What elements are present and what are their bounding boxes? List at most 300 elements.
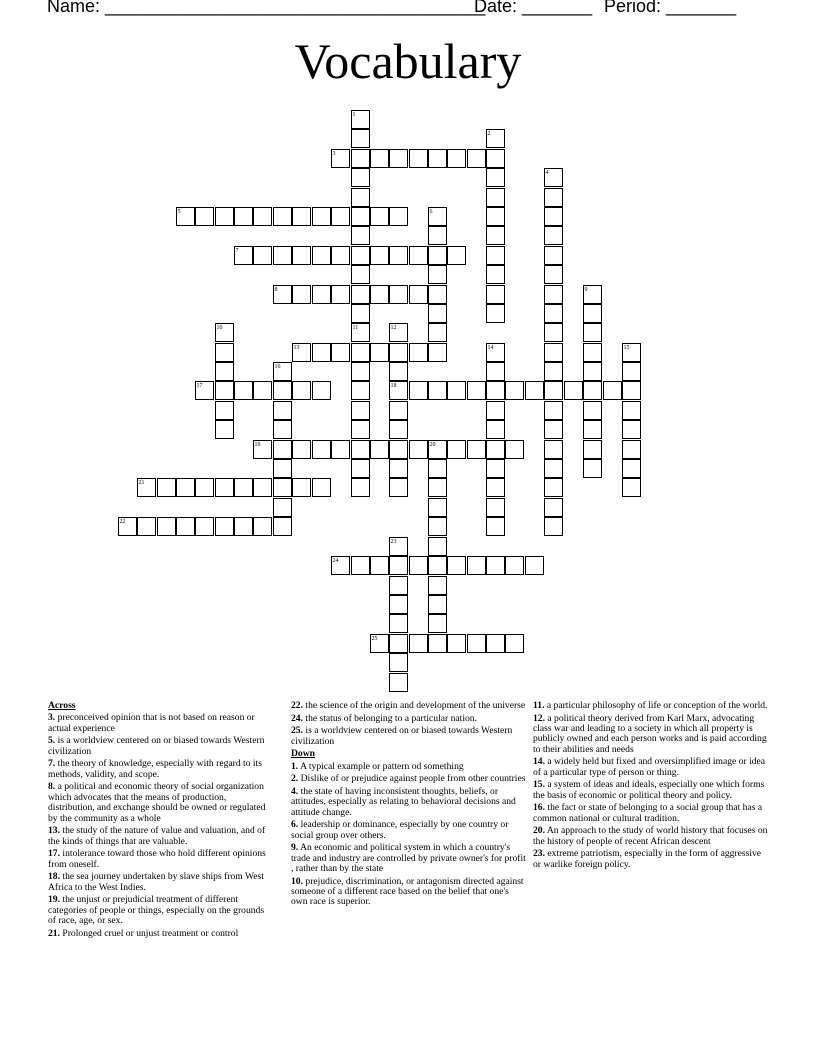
grid-cell[interactable] (447, 440, 466, 459)
grid-number: 1 (352, 111, 356, 118)
grid-cell[interactable] (351, 285, 370, 304)
grid-cell[interactable] (234, 478, 253, 497)
grid-cell[interactable] (544, 246, 563, 265)
grid-cell[interactable] (389, 556, 408, 575)
grid-number: 23 (390, 538, 397, 545)
grid-cell[interactable] (467, 149, 486, 168)
grid-cell[interactable] (428, 149, 447, 168)
grid-cell[interactable] (486, 478, 505, 497)
clue-text: is a worldview centered on or biased towards Western civilization (291, 725, 513, 747)
grid-cell[interactable] (486, 226, 505, 245)
clue-number: 21. (48, 927, 60, 939)
grid-cell[interactable] (544, 285, 563, 304)
grid-cell[interactable] (370, 149, 389, 168)
grid-cell[interactable] (428, 537, 447, 556)
grid-cell[interactable] (195, 207, 214, 226)
clue-item (291, 762, 526, 772)
clue-item (533, 803, 768, 824)
grid-cell[interactable] (486, 401, 505, 420)
clue-text: the study of the nature of value and valuation, and of the kinds of things that are valuable. (48, 825, 266, 847)
grid-number: 3 (332, 150, 336, 157)
grid-cell[interactable] (195, 478, 214, 497)
grid-cell[interactable] (389, 246, 408, 265)
grid-cell[interactable] (389, 634, 408, 653)
grid-cell[interactable] (486, 207, 505, 226)
clue-number: 17. (48, 848, 60, 860)
grid-cell[interactable] (389, 614, 408, 633)
grid-cell[interactable] (351, 246, 370, 265)
grid-cell[interactable] (273, 459, 292, 478)
grid-cell[interactable] (273, 381, 292, 400)
grid-number: 17 (196, 382, 203, 389)
grid-cell[interactable] (447, 634, 466, 653)
grid-cell[interactable] (583, 323, 602, 342)
grid-cell[interactable] (273, 207, 292, 226)
grid-cell[interactable] (603, 381, 622, 400)
grid-cell[interactable] (389, 285, 408, 304)
grid-cell[interactable] (351, 459, 370, 478)
clue-number: 19. (48, 894, 60, 906)
clue-number: 25. (291, 725, 303, 737)
grid-cell[interactable] (486, 517, 505, 536)
grid-cell[interactable] (428, 478, 447, 497)
clue-item (291, 787, 526, 818)
grid-cell[interactable] (370, 440, 389, 459)
grid-cell[interactable] (273, 498, 292, 517)
grid-cell[interactable] (428, 265, 447, 284)
clue-text: a system of ideas and ideals, especially one which forms the basis of economic or political theory and policy. (533, 779, 765, 801)
grid-cell[interactable] (389, 343, 408, 362)
clue-text: intolerance toward those who hold different opinions from oneself. (48, 848, 266, 870)
clue-text: extreme patriotism, especially in the form of aggressive or warlike foreign policy. (533, 848, 762, 870)
grid-cell[interactable] (544, 459, 563, 478)
grid-cell[interactable] (215, 343, 234, 362)
grid-cell[interactable] (273, 401, 292, 420)
grid-number: 7 (235, 247, 239, 254)
grid-cell[interactable] (351, 129, 370, 148)
grid-cell[interactable] (428, 246, 447, 265)
grid-cell[interactable] (409, 343, 428, 362)
clue-text: Prolonged cruel or unjust treatment or control (60, 927, 239, 939)
date-field-label: Date: _______ (474, 0, 593, 16)
grid-cell[interactable] (331, 285, 350, 304)
grid-cell[interactable] (389, 420, 408, 439)
grid-cell[interactable] (389, 595, 408, 614)
grid-cell[interactable] (428, 226, 447, 245)
clue-number: 7. (48, 758, 56, 770)
grid-cell[interactable] (467, 440, 486, 459)
grid-cell[interactable] (273, 440, 292, 459)
clue-item (533, 714, 768, 756)
grid-number: 14 (487, 344, 494, 351)
grid-cell[interactable] (486, 168, 505, 187)
clue-item (291, 774, 526, 784)
clue-text: the status of belonging to a particular nation. (303, 712, 477, 724)
grid-cell[interactable] (447, 556, 466, 575)
grid-cell[interactable] (370, 285, 389, 304)
grid-cell[interactable] (622, 459, 641, 478)
grid-cell[interactable] (409, 246, 428, 265)
grid-cell[interactable] (176, 517, 195, 536)
clue-number: 16. (533, 802, 545, 814)
clue-item (48, 929, 273, 939)
grid-cell[interactable] (273, 478, 292, 497)
grid-cell[interactable] (351, 304, 370, 323)
grid-cell[interactable] (505, 634, 524, 653)
grid-cell[interactable] (292, 381, 311, 400)
grid-cell[interactable] (564, 381, 583, 400)
grid-cell[interactable] (312, 343, 331, 362)
page-title: Vocabulary (294, 33, 522, 89)
grid-cell[interactable] (253, 207, 272, 226)
clue-item (291, 877, 526, 908)
grid-cell[interactable] (312, 440, 331, 459)
clue-text: a political theory derived from Karl Marx, advocating class war and leading to a society in which all property is publicly owned and each person works and is paid according to their abilities and needs (533, 712, 767, 755)
grid-number: 19 (254, 441, 261, 448)
clue-text: the fact or state of belonging to a social group that has a common national or cultural tradition. (533, 802, 763, 824)
clue-text: the science of the origin and development of the universe (303, 700, 526, 711)
grid-cell[interactable] (486, 149, 505, 168)
grid-cell[interactable] (215, 362, 234, 381)
grid-number: 25 (371, 635, 378, 642)
clue-item (48, 782, 273, 824)
grid-cell[interactable] (176, 478, 195, 497)
clue-item (533, 849, 768, 870)
grid-cell[interactable] (331, 207, 350, 226)
grid-cell[interactable] (447, 246, 466, 265)
grid-cell[interactable] (292, 440, 311, 459)
grid-cell[interactable] (622, 362, 641, 381)
grid-cell[interactable] (389, 207, 408, 226)
grid-cell[interactable] (370, 207, 389, 226)
grid-cell[interactable] (292, 246, 311, 265)
grid-cell[interactable] (409, 634, 428, 653)
grid-cell[interactable] (389, 149, 408, 168)
grid-cell[interactable] (351, 188, 370, 207)
grid-cell[interactable] (351, 362, 370, 381)
clue-item (291, 820, 526, 841)
grid-cell[interactable] (544, 188, 563, 207)
clue-item (48, 736, 273, 757)
clue-text: a particular philosophy of life or conception of the world. (544, 700, 768, 711)
grid-cell[interactable] (486, 556, 505, 575)
grid-number: 16 (274, 363, 281, 370)
grid-cell[interactable] (292, 478, 311, 497)
grid-cell[interactable] (351, 478, 370, 497)
grid-cell[interactable] (486, 246, 505, 265)
grid-cell[interactable] (273, 517, 292, 536)
grid-cell[interactable] (389, 362, 408, 381)
grid-cell[interactable] (312, 478, 331, 497)
clue-number: 10. (291, 875, 303, 887)
grid-cell[interactable] (331, 246, 350, 265)
grid-cell[interactable] (234, 207, 253, 226)
grid-cell[interactable] (409, 440, 428, 459)
grid-cell[interactable] (544, 362, 563, 381)
clue-number: 8. (48, 781, 56, 793)
grid-cell[interactable] (428, 634, 447, 653)
clue-number: 9. (291, 842, 299, 854)
grid-cell[interactable] (351, 556, 370, 575)
grid-number: 10 (216, 324, 223, 331)
grid-cell[interactable] (544, 478, 563, 497)
grid-cell[interactable] (428, 614, 447, 633)
clue-item (533, 780, 768, 801)
grid-cell[interactable] (622, 401, 641, 420)
grid-cell[interactable] (428, 304, 447, 323)
grid-cell[interactable] (486, 440, 505, 459)
grid-cell[interactable] (544, 498, 563, 517)
grid-cell[interactable] (351, 440, 370, 459)
grid-number: 5 (177, 208, 181, 215)
clue-item (291, 843, 526, 874)
grid-number: 18 (390, 382, 397, 389)
grid-cell[interactable] (583, 401, 602, 420)
grid-cell[interactable] (137, 517, 156, 536)
grid-cell[interactable] (505, 556, 524, 575)
grid-cell[interactable] (409, 381, 428, 400)
grid-number: 13 (293, 344, 300, 351)
grid-cell[interactable] (273, 246, 292, 265)
grid-cell[interactable] (389, 576, 408, 595)
grid-cell[interactable] (583, 381, 602, 400)
grid-cell[interactable] (486, 420, 505, 439)
grid-cell[interactable] (351, 420, 370, 439)
grid-cell[interactable] (544, 343, 563, 362)
grid-cell[interactable] (544, 440, 563, 459)
grid-cell[interactable] (544, 381, 563, 400)
grid-cell[interactable] (157, 478, 176, 497)
grid-cell[interactable] (370, 246, 389, 265)
grid-cell[interactable] (351, 401, 370, 420)
grid-number: 9 (584, 286, 588, 293)
grid-cell[interactable] (253, 478, 272, 497)
grid-cell[interactable] (583, 362, 602, 381)
down-heading: Down (291, 748, 315, 760)
grid-cell[interactable] (312, 381, 331, 400)
clue-column-3 (533, 701, 768, 872)
clue-item (48, 895, 273, 926)
grid-cell[interactable] (428, 595, 447, 614)
grid-cell[interactable] (467, 634, 486, 653)
grid-cell[interactable] (467, 556, 486, 575)
grid-cell[interactable] (428, 381, 447, 400)
grid-cell[interactable] (351, 343, 370, 362)
grid-cell[interactable] (370, 556, 389, 575)
grid-cell[interactable] (351, 265, 370, 284)
grid-cell[interactable] (351, 381, 370, 400)
grid-cell[interactable] (583, 343, 602, 362)
grid-cell[interactable] (486, 188, 505, 207)
clue-text: is a worldview centered on or biased towards Western civilization (48, 735, 265, 757)
clue-item (48, 759, 273, 780)
clue-number: 3. (48, 712, 56, 724)
clue-item (48, 849, 273, 870)
grid-cell[interactable] (351, 168, 370, 187)
grid-number: 24 (332, 557, 339, 564)
clue-item (533, 826, 768, 847)
clue-text: An economic and political system in which a country's trade and industry are controlled by private owner's for profit , rather than by the state (291, 842, 526, 874)
clue-text: a political and economic theory of social organization which advocates that the means of production, distribution, and exchange should be owned or regulated by the community as a whole (48, 781, 266, 824)
period-field-label: Period: _______ (604, 0, 737, 16)
grid-cell[interactable] (253, 517, 272, 536)
name-field-label: Name: ______________________________________ (47, 0, 486, 16)
grid-cell[interactable] (544, 207, 563, 226)
clue-item (533, 757, 768, 778)
grid-cell[interactable] (486, 265, 505, 284)
grid-cell[interactable] (622, 420, 641, 439)
clue-number: 12. (533, 712, 545, 724)
clue-item (48, 872, 273, 893)
grid-number: 6 (429, 208, 433, 215)
clue-item (48, 713, 273, 734)
grid-number: 20 (429, 441, 436, 448)
grid-cell[interactable] (583, 304, 602, 323)
grid-cell[interactable] (312, 207, 331, 226)
grid-cell[interactable] (215, 420, 234, 439)
grid-cell[interactable] (215, 478, 234, 497)
grid-cell[interactable] (409, 556, 428, 575)
grid-cell[interactable] (486, 381, 505, 400)
grid-cell[interactable] (370, 343, 389, 362)
grid-cell[interactable] (525, 556, 544, 575)
grid-cell[interactable] (253, 381, 272, 400)
clue-item (291, 714, 526, 724)
grid-cell[interactable] (486, 459, 505, 478)
grid-cell[interactable] (428, 498, 447, 517)
grid-number: 11 (352, 324, 359, 331)
grid-cell[interactable] (486, 634, 505, 653)
clue-text: the state of having inconsistent thoughts, beliefs, or attitudes, especially as relating to behavioral decisions and attitude change. (291, 785, 516, 818)
grid-cell[interactable] (331, 343, 350, 362)
clue-text: a widely held but fixed and oversimplified image or idea of a particular type of person or thing. (533, 756, 766, 778)
grid-number: 12 (390, 324, 397, 331)
grid-cell[interactable] (312, 246, 331, 265)
grid-cell[interactable] (505, 381, 524, 400)
grid-cell[interactable] (544, 401, 563, 420)
grid-cell[interactable] (292, 285, 311, 304)
clue-number: 24. (291, 712, 303, 724)
grid-cell[interactable] (486, 285, 505, 304)
grid-cell[interactable] (544, 304, 563, 323)
grid-cell[interactable] (622, 440, 641, 459)
clue-number: 1. (291, 760, 299, 772)
clue-number: 6. (291, 819, 299, 831)
grid-cell[interactable] (215, 401, 234, 420)
clue-number: 5. (48, 735, 56, 747)
grid-cell[interactable] (157, 517, 176, 536)
clue-text: leadership or dominance, especially by one country or social group over others. (291, 819, 509, 841)
grid-number: 15 (623, 344, 630, 351)
grid-cell[interactable] (351, 226, 370, 245)
grid-cell[interactable] (389, 440, 408, 459)
grid-cell[interactable] (215, 207, 234, 226)
grid-cell[interactable] (351, 207, 370, 226)
grid-cell[interactable] (215, 381, 234, 400)
grid-cell[interactable] (234, 381, 253, 400)
clue-text: the unjust or prejudicial treatment of different categories of people or things, especially on the grounds of race, age, or sex. (48, 894, 265, 927)
grid-cell[interactable] (409, 149, 428, 168)
grid-cell[interactable] (447, 381, 466, 400)
grid-cell[interactable] (428, 285, 447, 304)
grid-cell[interactable] (505, 440, 524, 459)
grid-cell[interactable] (428, 517, 447, 536)
clue-number: 13. (48, 825, 60, 837)
grid-cell[interactable] (544, 420, 563, 439)
clue-text: the theory of knowledge, especially with regard to its methods, validity, and scope. (48, 758, 262, 780)
grid-number: 8 (274, 286, 278, 293)
grid-cell[interactable] (273, 420, 292, 439)
clue-number: 23. (533, 848, 545, 860)
grid-cell[interactable] (544, 323, 563, 342)
clue-column-1 (48, 701, 273, 941)
grid-cell[interactable] (234, 517, 253, 536)
clue-number: 14. (533, 756, 545, 768)
grid-cell[interactable] (253, 246, 272, 265)
clue-text: preconceived opinion that is not based on reason or actual experience (48, 712, 255, 734)
clue-text: prejudice, discrimination, or antagonism directed against someone of a different race based on the belief that one's own race is superior. (291, 875, 524, 908)
clue-item (291, 701, 526, 711)
grid-cell[interactable] (389, 401, 408, 420)
grid-cell[interactable] (331, 440, 350, 459)
clue-number: 11. (533, 700, 545, 711)
grid-number: 4 (545, 169, 549, 176)
grid-cell[interactable] (409, 285, 428, 304)
clue-number: 2. (291, 773, 299, 785)
grid-cell[interactable] (428, 556, 447, 575)
grid-cell[interactable] (292, 207, 311, 226)
grid-cell[interactable] (486, 362, 505, 381)
grid-cell[interactable] (428, 323, 447, 342)
grid-number: 22 (119, 518, 126, 525)
grid-cell[interactable] (389, 478, 408, 497)
grid-cell[interactable] (389, 459, 408, 478)
across-heading: Across (48, 700, 76, 711)
grid-cell[interactable] (622, 478, 641, 497)
clue-number: 15. (533, 779, 545, 791)
grid-cell[interactable] (583, 440, 602, 459)
grid-cell[interactable] (428, 576, 447, 595)
grid-cell[interactable] (428, 343, 447, 362)
clue-number: 20. (533, 825, 545, 837)
grid-cell[interactable] (486, 304, 505, 323)
clue-column-2 (291, 701, 526, 910)
grid-cell[interactable] (447, 149, 466, 168)
grid-cell[interactable] (312, 285, 331, 304)
grid-cell[interactable] (544, 517, 563, 536)
clue-number: 4. (291, 785, 299, 797)
grid-cell[interactable] (215, 517, 234, 536)
grid-cell[interactable] (428, 459, 447, 478)
grid-cell[interactable] (583, 459, 602, 478)
grid-cell[interactable] (525, 381, 544, 400)
clue-item (48, 826, 273, 847)
grid-cell[interactable] (389, 653, 408, 672)
clue-text: A typical example or pattern od something (298, 760, 464, 772)
grid-cell[interactable] (544, 265, 563, 284)
clue-text: An approach to the study of world history that focuses on the history of people of recent African descent (533, 825, 768, 847)
clue-item (291, 726, 526, 747)
grid-cell[interactable] (486, 498, 505, 517)
clue-number: 18. (48, 871, 60, 883)
grid-cell[interactable] (622, 381, 641, 400)
grid-cell[interactable] (351, 149, 370, 168)
grid-cell[interactable] (389, 673, 408, 692)
grid-cell[interactable] (544, 226, 563, 245)
grid-cell[interactable] (583, 420, 602, 439)
grid-cell[interactable] (467, 381, 486, 400)
grid-cell[interactable] (195, 517, 214, 536)
